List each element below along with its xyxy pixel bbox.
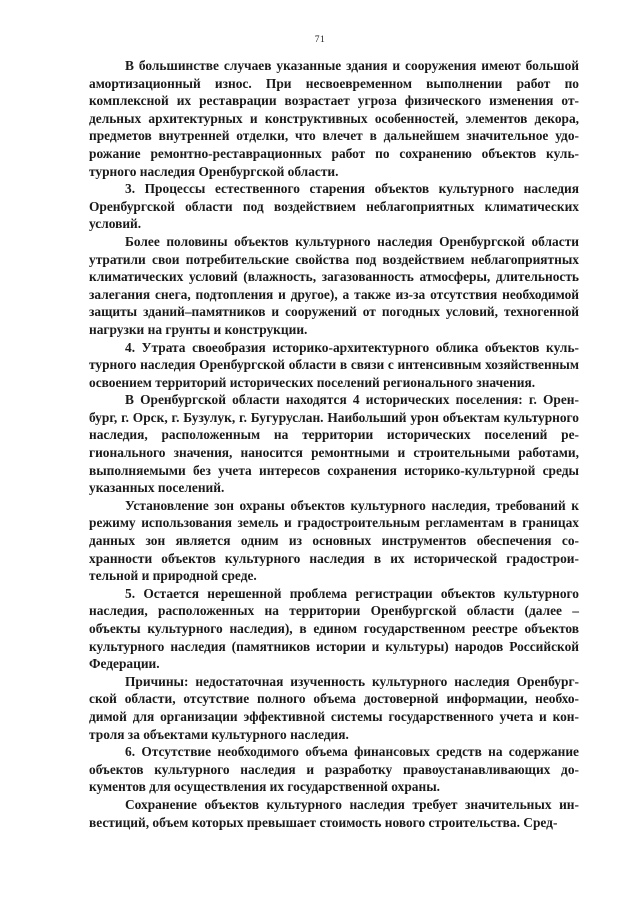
page-number: 71: [314, 35, 326, 45]
paragraph-2: 3. Процессы естественного старения объектов культурного наследия Оренбургской области под воздействием неблагоприятных климатических условий.: [89, 181, 579, 232]
paragraph-8: Причины: недостаточная изученность культурного наследия Оренбургской области, отсутствие полного объема достоверной информации, необходимой для организации эффективной системы государственного учета и контроля за объектами культурного наследия.: [89, 673, 579, 742]
paragraph-9: 6. Отсутствие необходимого объема финансовых средств на содержание объектов культурного наследия и разработку правоустанавливающих документов для осуществления их государственной охраны.: [89, 744, 579, 795]
paragraph-5: В Оренбургской области находятся 4 исторических поселения: г. Оренбург, г. Орск, г. Бузулук, г. Бугуруслан. Наибольший урон объектам культурного наследия, расположенным на территории исторических поселений регионального значения, наносится ремонтными и строительными работами, выполняемыми без учета интересов сохранения историко-культурной среды указанных поселений.: [89, 392, 579, 496]
paragraph-7: 5. Остается нерешенной проблема регистрации объектов культурного наследия, расположенных на территории Оренбургской области (далее – объекты культурного наследия), в едином государственном реестре объектов культурного наследия (памятников истории и культуры) народов Российской Федерации.: [89, 585, 579, 672]
paragraph-1: В большинстве случаев указанные здания и сооружения имеют большой амортизационный износ. При несвоевременном выполнении работ по комплексной их реставрации возрастает угроза физического изменения отдельных архитектурных и конструктивных особенностей, элементов декора, предметов внутренней отделки, что влечет в дальнейшем значительное удорожание ремонтно-реставрационных работ по сохранению объектов культурного наследия Оренбургской области.: [89, 58, 579, 179]
paragraph-10: Сохранение объектов культурного наследия требует значительных инвестиций, объем которых превышает стоимость нового строительства. Сред-: [89, 796, 579, 830]
paragraph-3: Более половины объектов культурного наследия Оренбургской области утратили свои потребительские свойства под воздействием неблагоприятных климатических условий (влажность, загазованность атмосферы, длительность залегания снега, подтопления и другое), а также из-за отсутствия необходимой защиты зданий–памятников и сооружений от погодных условий, техногенной нагрузки на грунты и конструкции.: [89, 233, 579, 337]
body-text: [89, 57, 579, 831]
paragraph-4: 4. Утрата своеобразия историко-архитектурного облика объектов культурного наследия Оренбургской области в связи с интенсивным хозяйственным освоением территорий исторических поселений регионального значения.: [89, 339, 579, 390]
paragraph-6: Установление зон охраны объектов культурного наследия, требований к режиму использования земель и градостроительным регламентам в границах данных зон является одним из основных инструментов обеспечения сохранности объектов культурного наследия в их исторической градостроительной и природной среде.: [89, 497, 579, 584]
